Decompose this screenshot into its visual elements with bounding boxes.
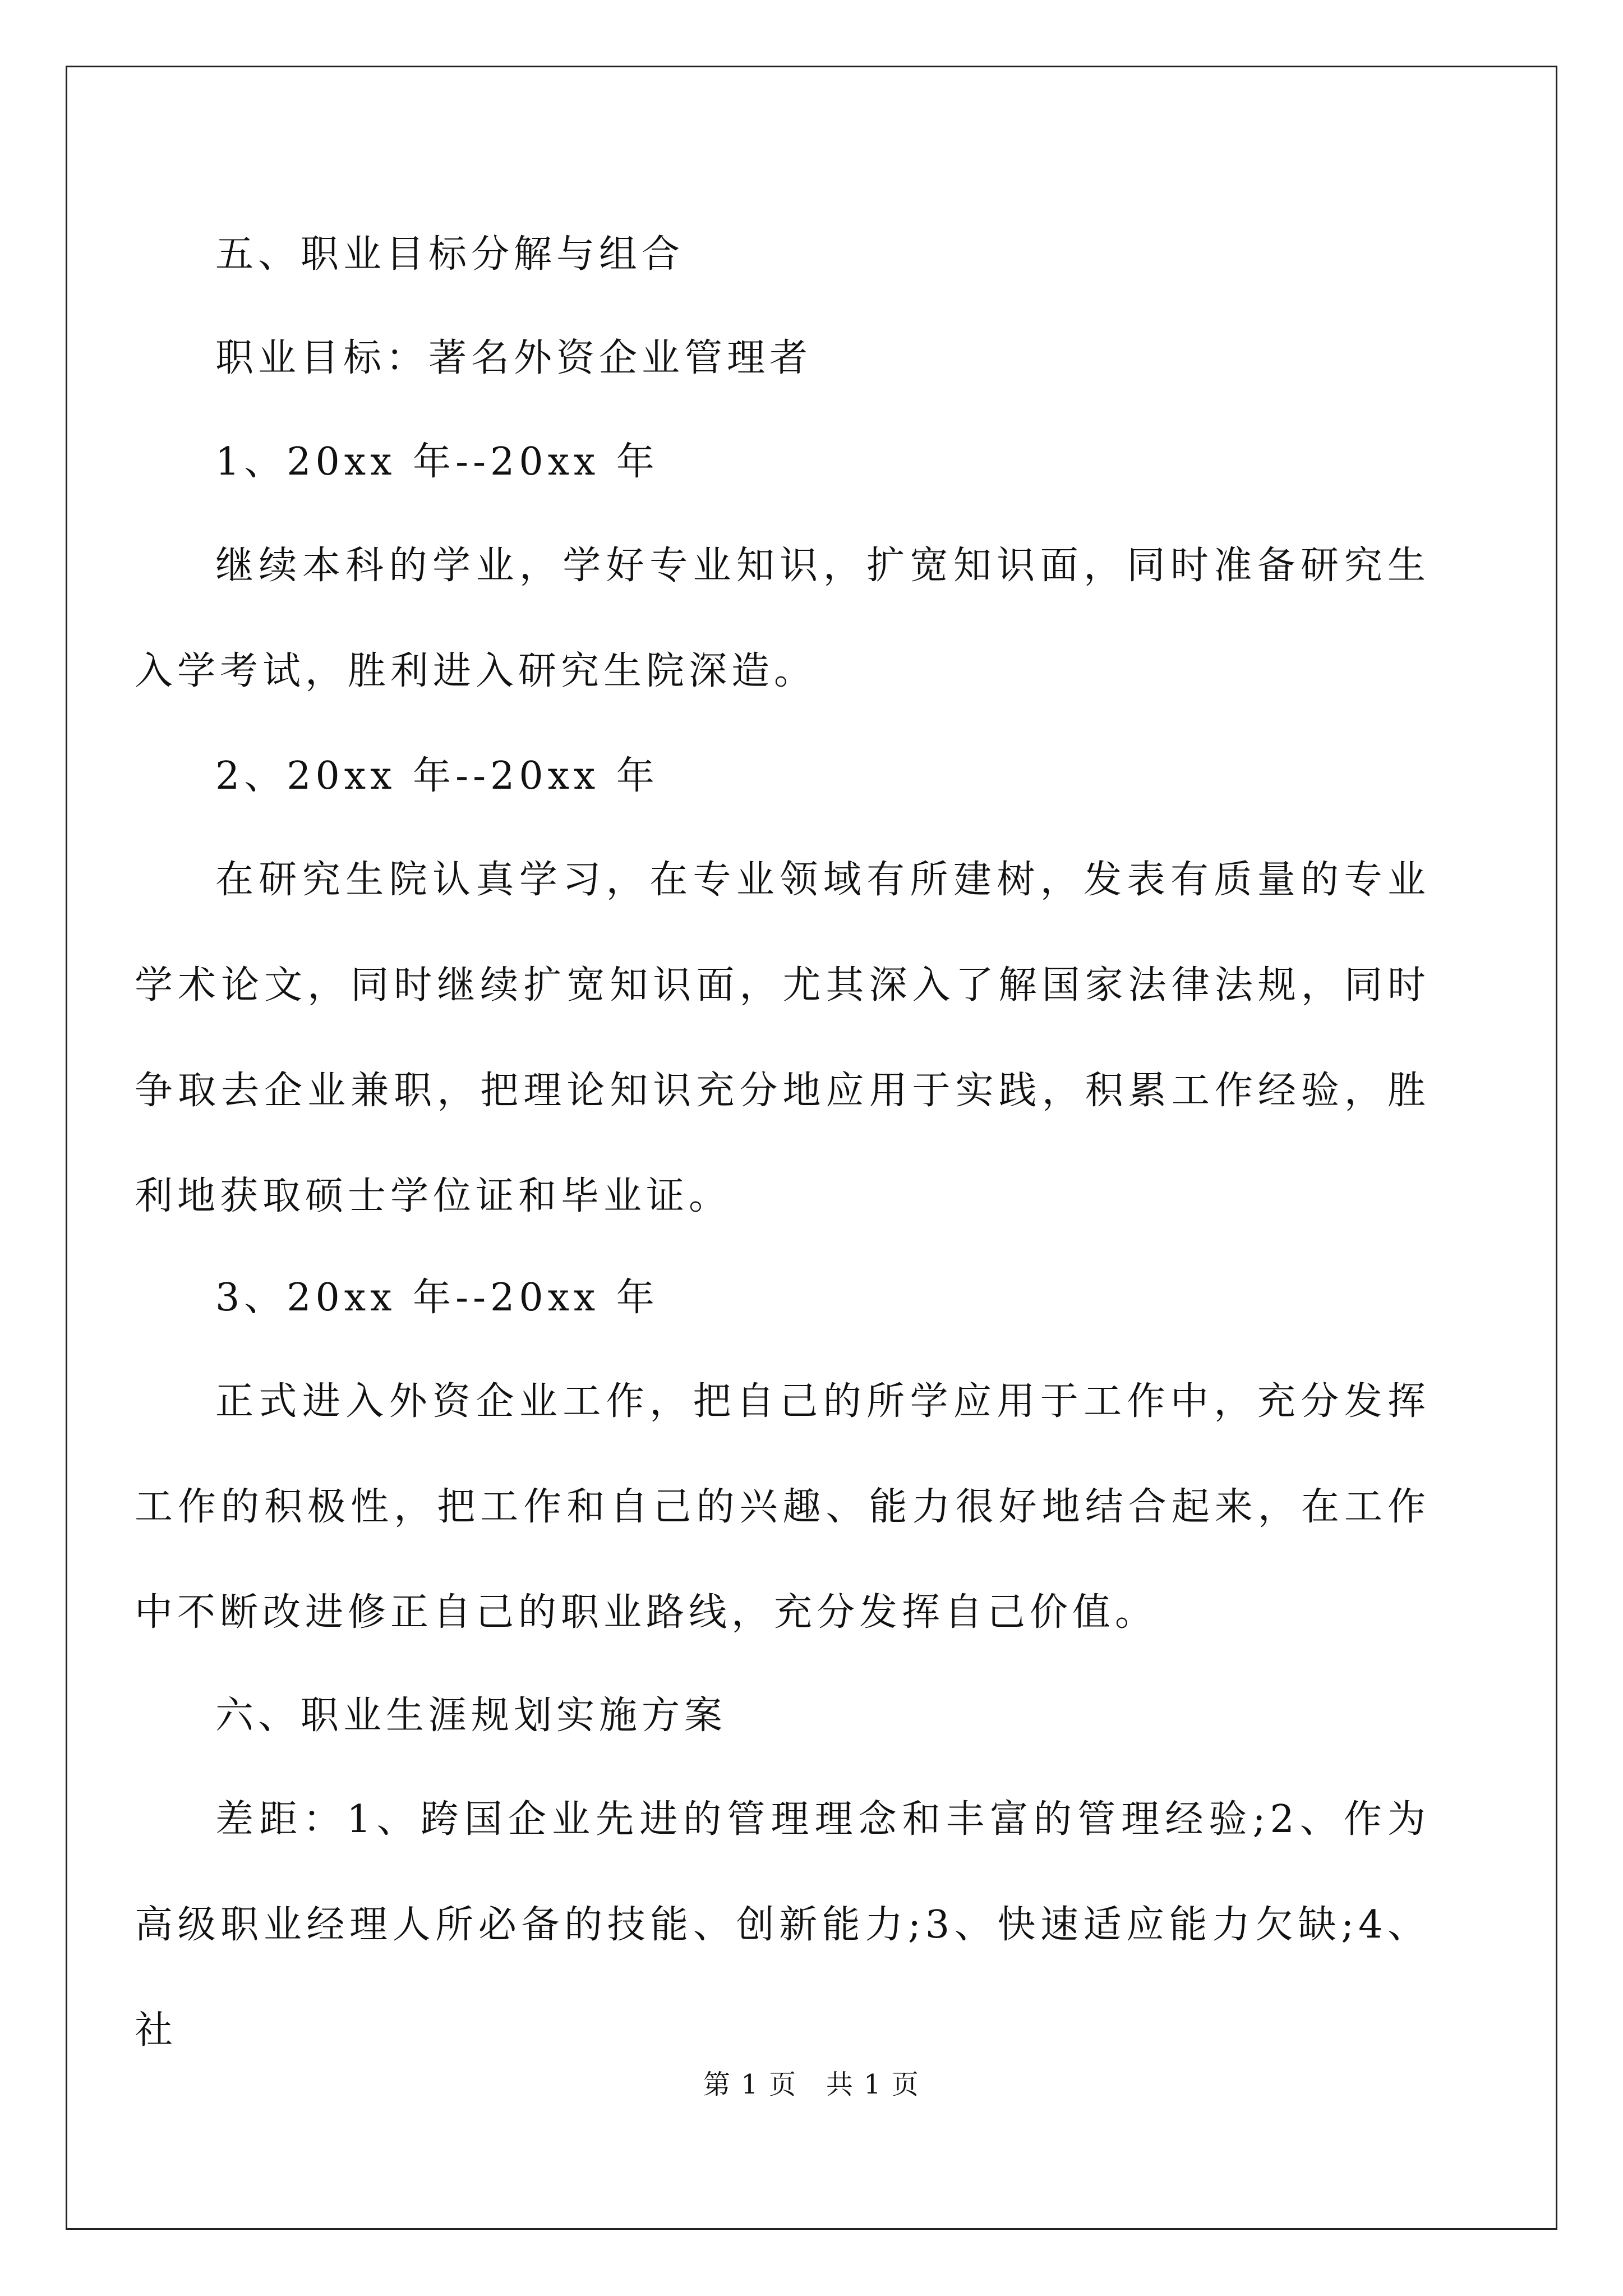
stage-1-paragraph: 继续本科的学业，学好专业知识，扩宽知识面，同时准备研究生入学考试，胜利进入研究生院深造。: [135, 544, 1430, 693]
stage-1-heading: 1、20xx 年--20xx 年: [215, 440, 659, 484]
stage-2-paragraph: 在研究生院认真学习，在专业领域有所建树，发表有质量的专业学术论文，同时继续扩宽知识面，尤其深入了解国家法律法规，同时争取去企业兼职，把理论知识充分地应用于实践，积累工作经验，胜利地获取硕士学位证和毕业证。: [135, 858, 1430, 1218]
heading-career-goal-breakdown: 五、职业目标分解与组合: [215, 232, 685, 277]
page-number-footer: 第 1 页 共 1 页: [703, 2069, 920, 2100]
stage-2-heading: 2、20xx 年--20xx 年: [215, 754, 659, 798]
gap-paragraph: 差距：1、跨国企业先进的管理理念和丰富的管理经验;2、作为高级职业经理人所必备的技能、创新能力;3、快速适应能力欠缺;4、社: [135, 1797, 1430, 2053]
stage-3-heading: 3、20xx 年--20xx 年: [215, 1276, 659, 1320]
career-goal-line: 职业目标：著名外资企业管理者: [215, 336, 813, 380]
stage-3-paragraph: 正式进入外资企业工作，把自己的所学应用于工作中，充分发挥工作的积极性，把工作和自己的兴趣、能力很好地结合起来，在工作中不断改进修正自己的职业路线，充分发挥自己价值。: [135, 1379, 1430, 1635]
heading-implementation-plan: 六、职业生涯规划实施方案: [215, 1694, 727, 1738]
